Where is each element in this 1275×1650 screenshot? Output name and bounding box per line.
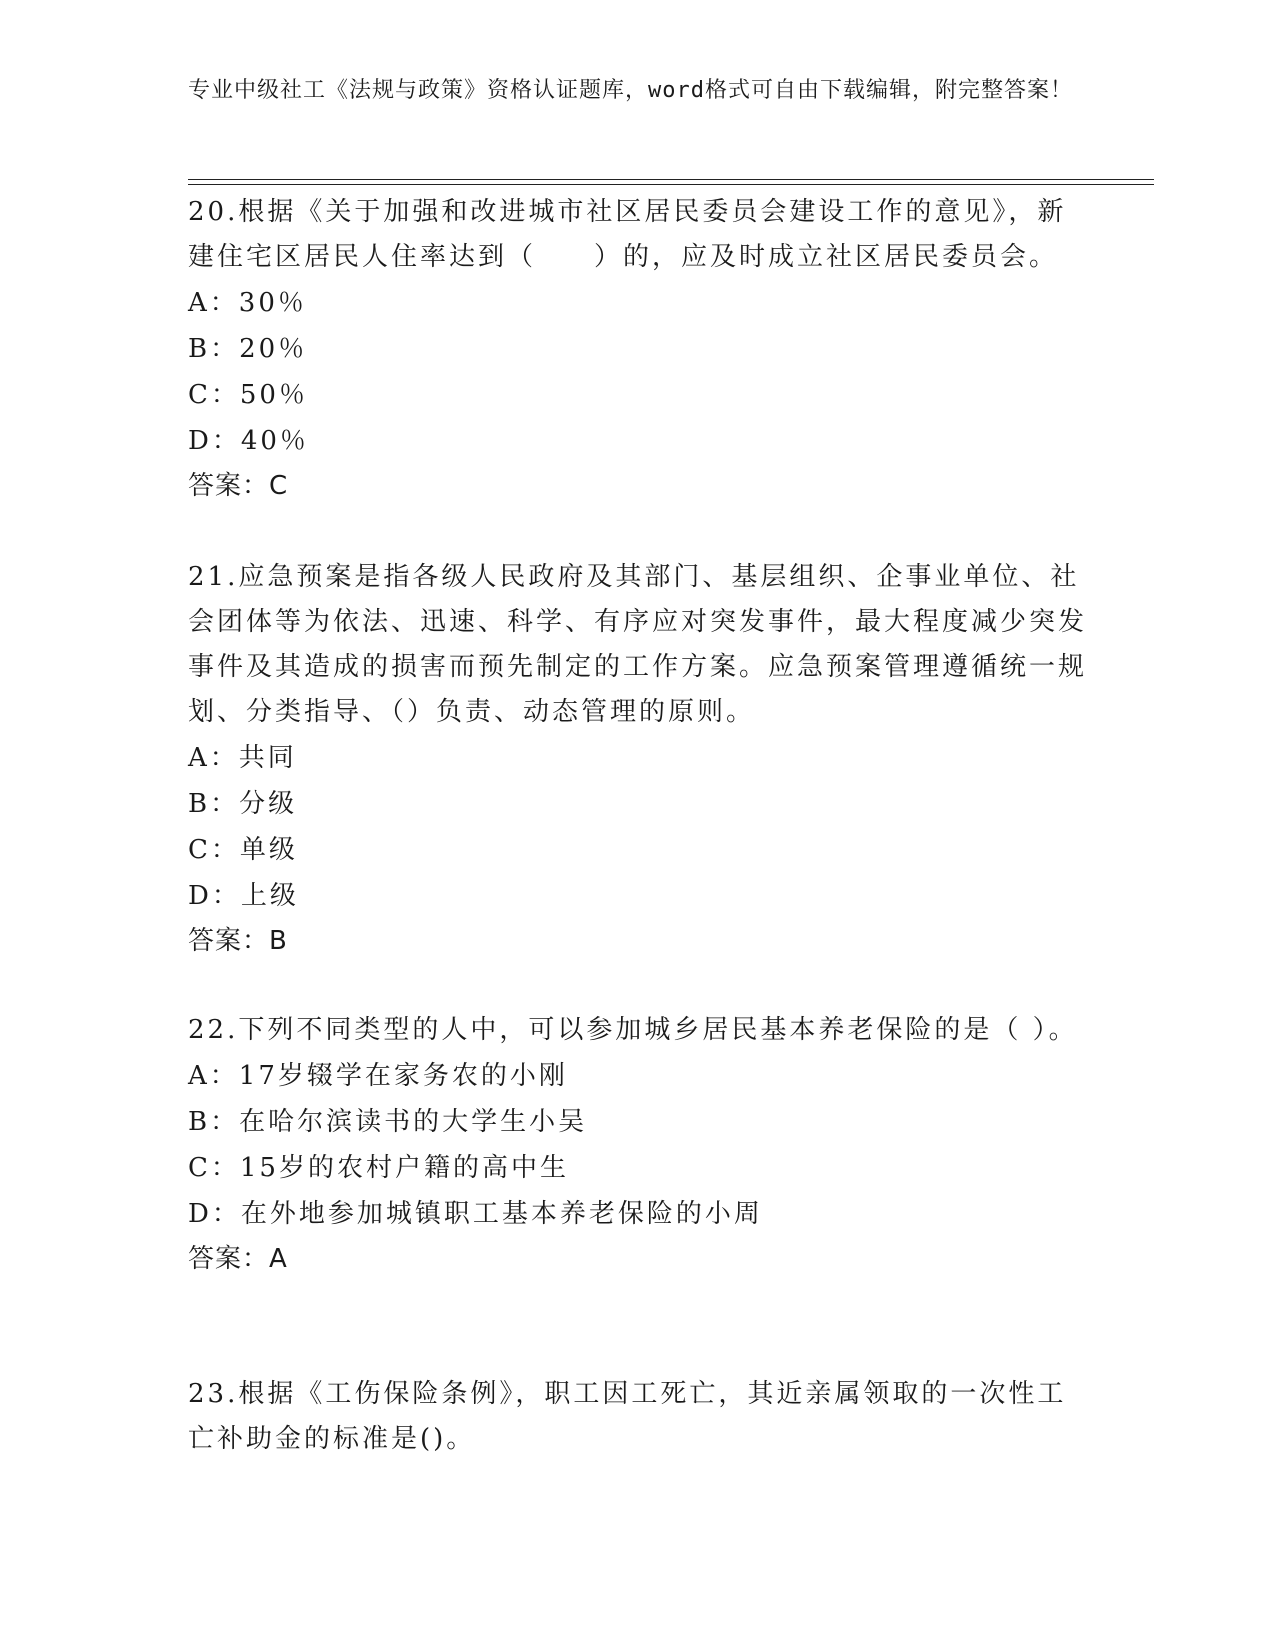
option-a: A：共同 <box>188 743 297 773</box>
question-22 <box>188 1008 1088 1281</box>
answer-line: 答案：B <box>188 926 288 956</box>
option-b: B：20％ <box>188 334 308 364</box>
option-b: B：在哈尔滨读书的大学生小吴 <box>188 1107 588 1137</box>
option-b: B：分级 <box>188 789 298 819</box>
option-a: A：30％ <box>188 288 307 318</box>
question-23 <box>188 1372 1088 1462</box>
header-divider <box>188 179 1154 180</box>
option-d: D：在外地参加城镇职工基本养老保险的小周 <box>188 1199 763 1229</box>
option-d: D：上级 <box>188 881 299 911</box>
question-20 <box>188 190 1088 508</box>
header-divider-double <box>188 184 1154 185</box>
option-c: C：15岁的农村户籍的高中生 <box>188 1153 569 1183</box>
question-stem: 22.下列不同类型的人中，可以参加城乡居民基本养老保险的是（ ）。 <box>188 1015 1078 1045</box>
question-21 <box>188 555 1088 963</box>
answer-line: 答案：A <box>188 1244 288 1274</box>
question-stem: 20.根据《关于加强和改进城市社区居民委员会建设工作的意见》，新建住宅区居民人住率达到（ ）的，应及时成立社区居民委员会。 <box>188 197 1067 272</box>
document-header: 专业中级社工《法规与政策》资格认证题库，word格式可自由下载编辑，附完整答案！ <box>188 78 1073 103</box>
option-a: A：17岁辍学在家务农的小刚 <box>188 1061 568 1091</box>
question-stem: 21.应急预案是指各级人民政府及其部门、基层组织、企事业单位、社会团体等为依法、迅速、科学、有序应对突发事件，最大程度减少突发事件及其造成的损害而预先制定的工作方案。应急预案管理遵循统一规划、分类指导、（）负责、动态管理的原则。 <box>188 562 1088 727</box>
question-stem: 23.根据《工伤保险条例》，职工因工死亡，其近亲属领取的一次性工亡补助金的标准是()。 <box>188 1379 1067 1454</box>
answer-line: 答案：C <box>188 471 289 501</box>
option-c: C：50％ <box>188 380 308 410</box>
option-d: D：40％ <box>188 426 309 456</box>
option-c: C：单级 <box>188 835 298 865</box>
